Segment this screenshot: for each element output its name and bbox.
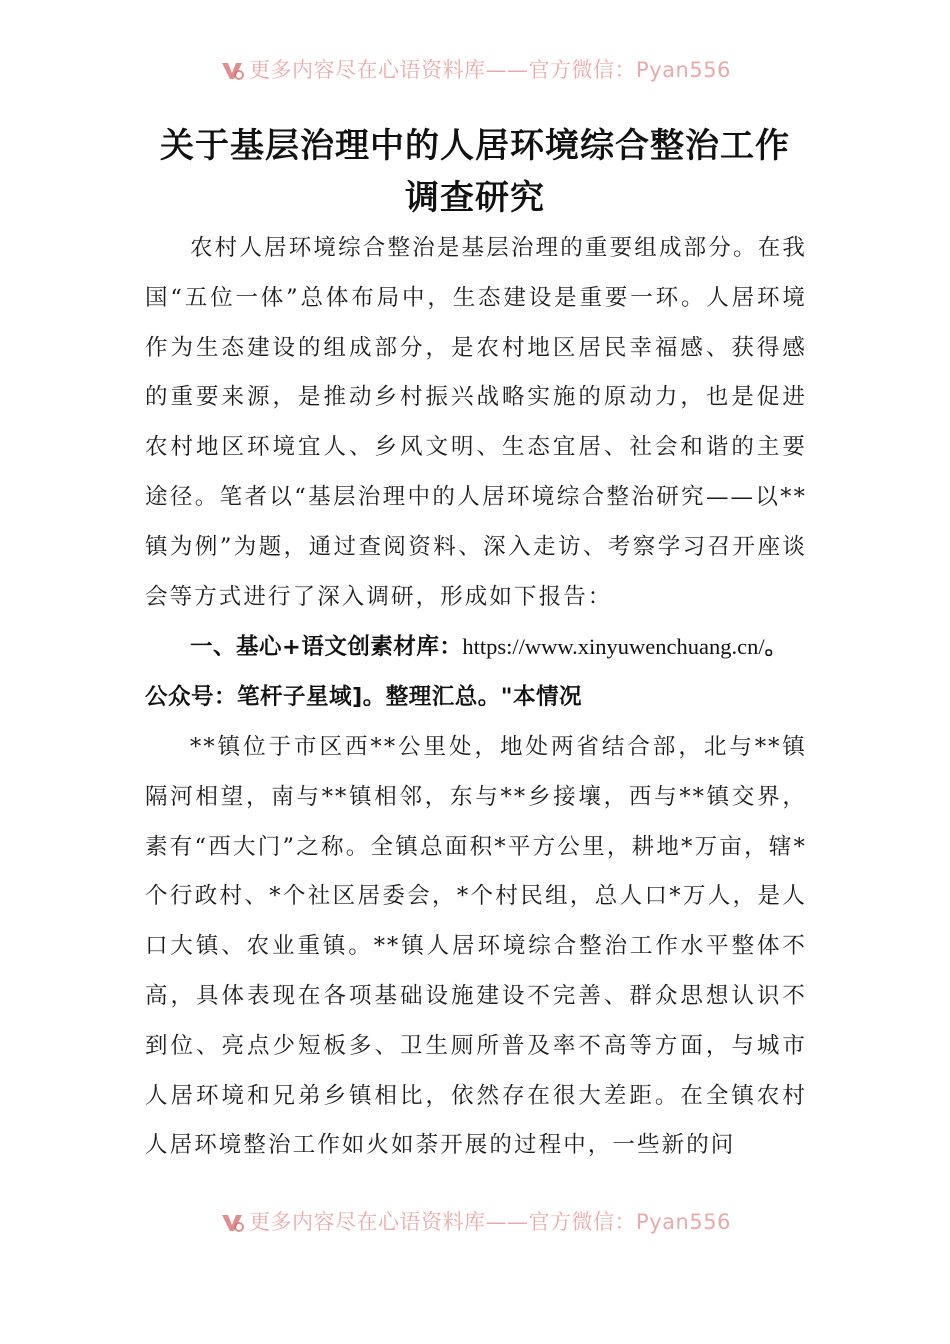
document-title: 关于基层治理中的人居环境综合整治工作调查研究 [160,126,790,218]
intro-paragraph: 农村人居环境综合整治是基层治理的重要组成部分。在我国“五位一体”总体布局中，生态建设是重要一环。人居环境作为生态建设的组成部分，是农村地区居民幸福感、获得感的重要来源，是推动乡村振兴战略实施的原动力，也是促进农村地区环境宜人、乡风文明、生态宜居、社会和谐的主要途径。笔者以“基层治理中的人居环境综合整治研究——以**镇为例”为题，通过查阅资料、深入走访、考察学习召开座谈会等方式进行了深入调研，形成如下报告： [145,235,807,610]
document-body [145,224,807,1171]
watermark-text: 更多内容尽在心语资料库——官方微信：Pyan556 [249,58,731,82]
heading-prefix: 一、基心+语文创素材库： [190,634,463,661]
brand-logo-icon [219,59,245,81]
watermark-bottom [0,1206,950,1236]
section-heading [145,622,807,723]
heading-url: https://www.xinyuwenchuang.cn/ [462,634,765,660]
brand-logo-icon [219,1211,245,1233]
watermark-top [0,54,950,84]
watermark-text: 更多内容尽在心语资料库——官方微信：Pyan556 [249,1210,731,1234]
situation-paragraph: **镇位于市区西**公里处，地处两省结合部，北与**镇隔河相望，南与**镇相邻，东与**乡接壤，西与**镇交界，素有“西大门”之称。全镇总面积*平方公里，耕地*万亩，辖*个行政村、*个社区居委会，*个村民组，总人口*万人，是人口大镇、农业重镇。**镇人居环境综合整治工作水平整体不高，具体表现在各项基础设施建设不完善、群众思想认识不到位、亮点少短板多、卫生厕所普及率不高等方面，与城市人居环境和兄弟乡镇相比，依然存在很大差距。在全镇农村人居环境整治工作如火如荼开展的过程中，一些新的问 [145,733,807,1159]
heading-suffix: 。公众号：笔杆子星域]。整理汇总。"本情况 [145,634,788,711]
